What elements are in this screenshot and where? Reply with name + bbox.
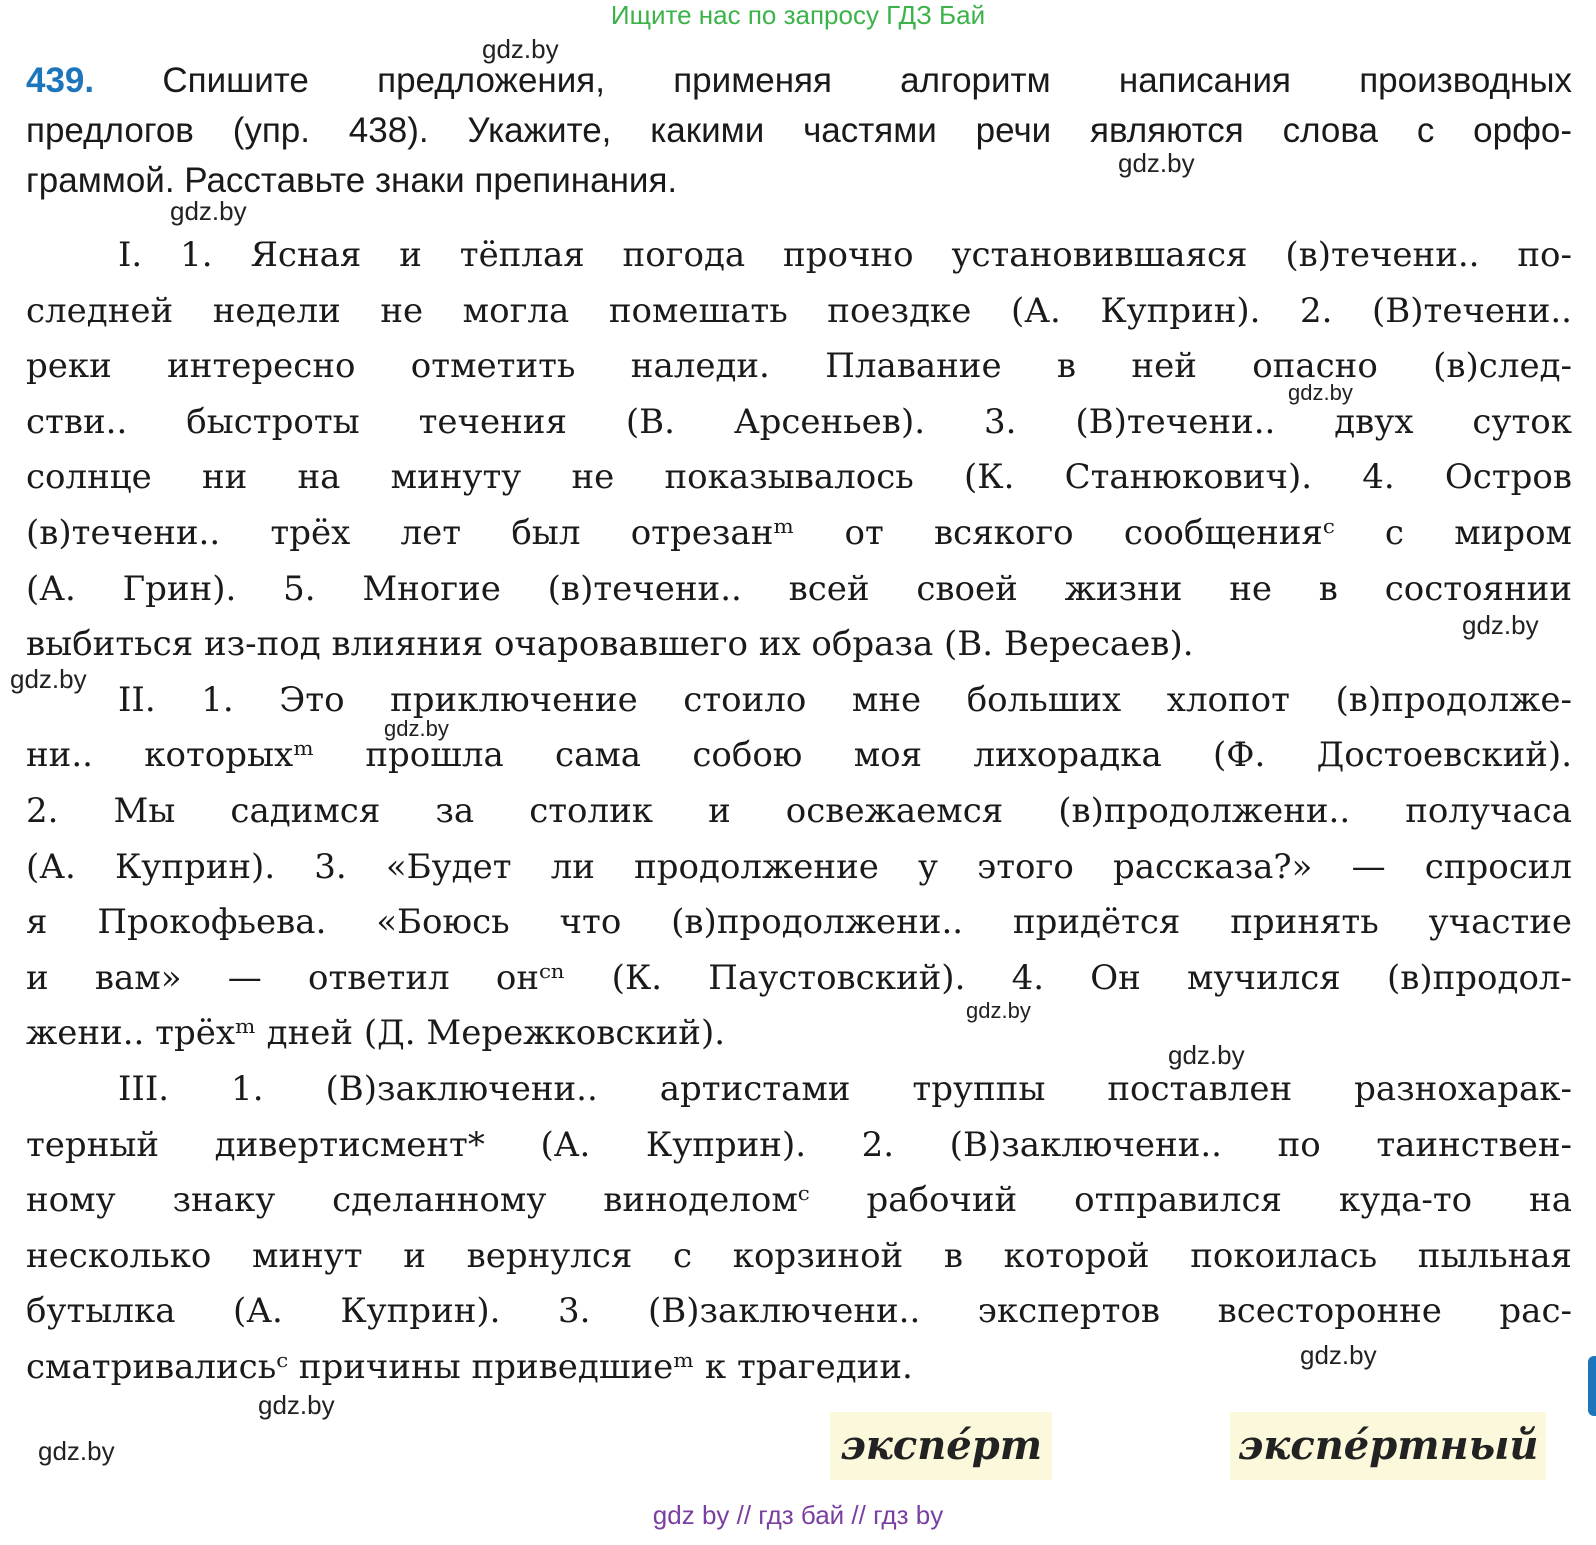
text-line: сматривалисьᶜ причины приведшиеᵐ к трагедии. [26, 1346, 913, 1387]
text-line: I. 1. Ясная и тёплая погода прочно установившаяся (в)течени.. по- [118, 235, 1572, 275]
watermark: gdz.by [10, 664, 87, 694]
text-line: стви.. быстроты течения (В. Арсеньев). 3. (В)течени.. двух суток [26, 401, 1572, 442]
page-edge-tab [1588, 1356, 1596, 1416]
text-line: несколько минут и вернулся с корзиной в которой покоилась пыльная [26, 1235, 1572, 1276]
text-line: выбиться из-под влияния очаровавшего их образа (В. Вересаев). [26, 624, 1194, 665]
text-line: ни.. которыхᵐ прошла сама собою моя лихорадка (Ф. Достоевский). [26, 735, 1572, 776]
text-line: бутылка (А. Куприн). 3. (В)заключени.. экспертов всесторонне рас- [26, 1291, 1572, 1332]
text-line: и вам» — ответил онᶜⁿ (К. Паустовский). 4. Он мучился (в)продол- [26, 957, 1572, 998]
vocabulary-word: экспе́ртный [1230, 1412, 1546, 1480]
watermark: gdz.by [258, 1390, 335, 1420]
watermark: gdz.by [1462, 610, 1539, 640]
task-line: граммой. Расставьте знаки препинания. [26, 161, 678, 200]
text-line: ному знаку сделанному виноделомᶜ рабочий отправился куда-то на [26, 1180, 1572, 1221]
watermark: gdz.by [1168, 1040, 1245, 1070]
text-line: II. 1. Это приключение стоило мне больших хлопот (в)продолже- [118, 679, 1572, 720]
footer-links[interactable]: gdz by // гдз бай // гдз by [652, 1500, 944, 1530]
watermark: gdz.by [1288, 380, 1353, 405]
text-line: терный дивертисмент* (А. Куприн). 2. (В)заключени.. по таинствен- [26, 1124, 1572, 1165]
text-line: я Прокофьева. «Боюсь что (в)продолжени.. придётся принять участие [26, 902, 1572, 943]
task-line: 439. Спишите предложения, применяя алгоритм написания производных [26, 61, 1572, 100]
watermark: gdz.by [1300, 1340, 1377, 1370]
task-number: 439. [26, 61, 95, 100]
task-line: предлогов (упр. 438). Укажите, какими частями речи являются слова с орфо- [26, 111, 1572, 150]
exercise-text [26, 228, 1572, 1395]
vocabulary-word: экспе́рт [830, 1412, 1052, 1480]
watermark: gdz.by [966, 998, 1031, 1023]
text-line: солнце ни на минуту не показывалось (К. Станюкович). 4. Остров [26, 457, 1572, 498]
text-line: реки интересно отметить наледи. Плавание в ней опасно (в)след- [26, 346, 1572, 387]
text-line: (А. Грин). 5. Многие (в)течени.. всей своей жизни не в состоянии [26, 568, 1572, 609]
text-line: следней недели не могла помешать поездке (А. Куприн). 2. (В)течени.. [26, 290, 1572, 331]
text-line: 2. Мы садимся за столик и освежаемся (в)продолжени.. получаса [26, 790, 1572, 831]
text-line: III. 1. (В)заключени.. артистами труппы поставлен разнохарак- [118, 1068, 1572, 1109]
watermark: gdz.by [38, 1436, 115, 1466]
top-banner: Ищите нас по запросу ГДЗ Бай [610, 0, 986, 30]
watermark: gdz.by [384, 716, 449, 741]
watermark: gdz.by [1118, 148, 1195, 178]
watermark: gdz.by [482, 34, 559, 64]
text-line: (в)течени.. трёх лет был отрезанᵐ от всякого сообщенияᶜ с миром [26, 512, 1572, 553]
text-line: жени.. трёхᵐ дней (Д. Мережковский). [26, 1013, 726, 1054]
watermark: gdz.by [170, 196, 247, 226]
text-line: (А. Куприн). 3. «Будет ли продолжение у этого рассказа?» — спросил [26, 846, 1572, 887]
task-statement [26, 56, 1572, 206]
